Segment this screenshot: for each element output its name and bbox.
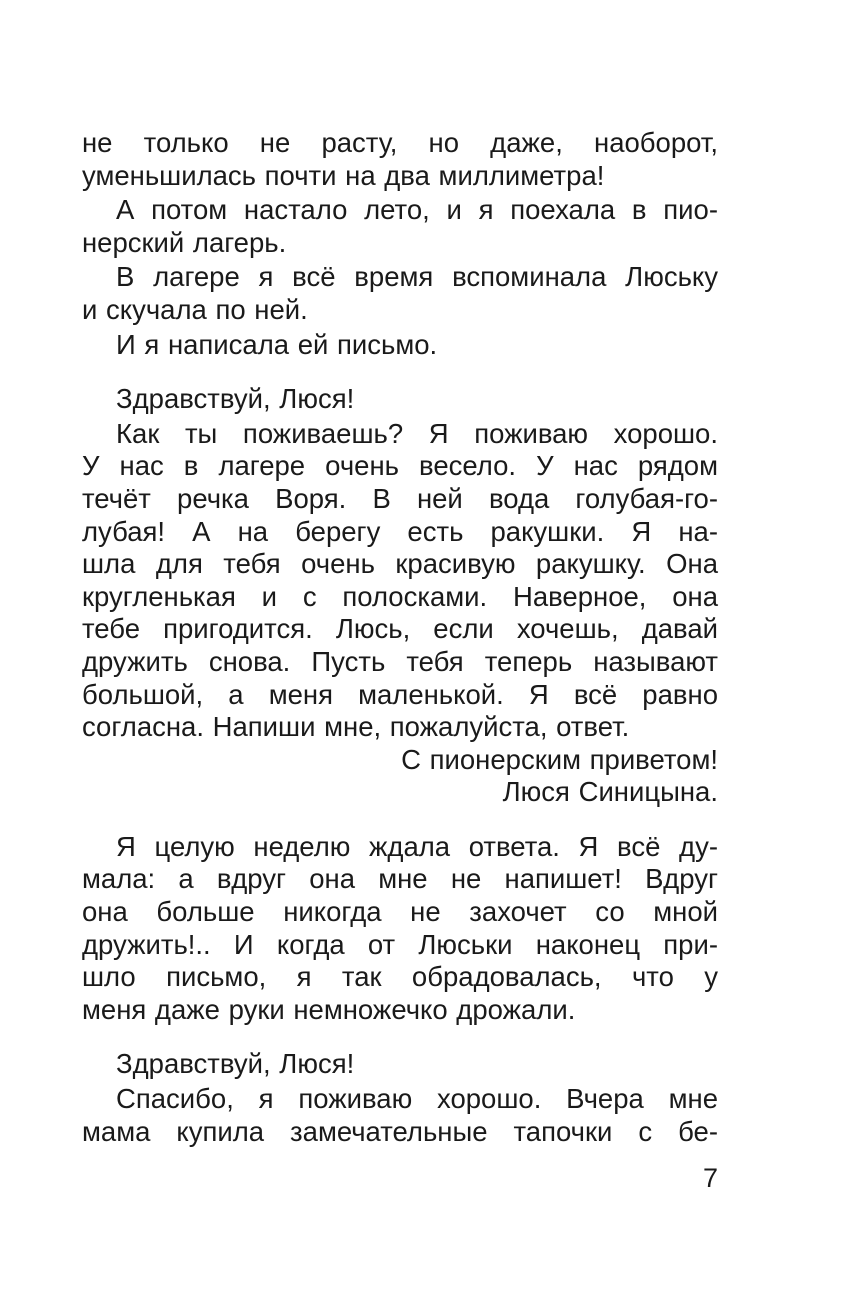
text-line: В лагере я всё время вспоминала Люську bbox=[116, 261, 718, 293]
paragraph-4 bbox=[82, 329, 718, 362]
text-line: шла для тебя очень красивую ракушку. Она bbox=[82, 548, 718, 580]
text-line: мала: а вдруг она мне не напишет! Вдруг bbox=[82, 863, 718, 895]
page-number: 7 bbox=[702, 1163, 718, 1193]
paragraph-3 bbox=[82, 261, 718, 326]
letter-2 bbox=[82, 1048, 718, 1148]
text-line: мама купила замечательные тапочки с бе- bbox=[82, 1115, 718, 1147]
text-line: лубая! А на берегу есть ракушки. Я на- bbox=[82, 515, 718, 547]
letter-signature: Люся Синицына. bbox=[502, 776, 718, 808]
text-line: уменьшилась почти на два миллиметра! bbox=[82, 159, 605, 191]
text-line: кругленькая и с полосками. Наверное, она bbox=[82, 580, 718, 612]
letter-1 bbox=[82, 383, 718, 809]
text-line: большой, а меня маленькой. Я всё равно bbox=[82, 678, 718, 710]
text-line: течёт речка Воря. В ней вода голубая-го- bbox=[82, 482, 718, 514]
text-line: И я написала ей письмо. bbox=[116, 328, 438, 360]
text-line: меня даже руки немножечко дрожали. bbox=[82, 993, 576, 1025]
text-line: дружить!.. И когда от Люськи наконец при- bbox=[82, 928, 718, 960]
text-line: дружить снова. Пусть тебя теперь называют bbox=[82, 645, 718, 677]
text-line: У нас в лагере очень весело. У нас рядом bbox=[82, 450, 718, 482]
page-text bbox=[82, 127, 718, 1148]
text-line: она больше никогда не захочет со мной bbox=[82, 896, 718, 928]
letter-greeting: Здравствуй, Люся! bbox=[116, 383, 355, 415]
paragraph-2 bbox=[82, 194, 718, 259]
text-line: Как ты поживаешь? Я поживаю хорошо. bbox=[116, 417, 718, 449]
text-line: Я целую неделю ждала ответа. Я всё ду- bbox=[116, 830, 718, 862]
text-line: не только не расту, но даже, наоборот, bbox=[82, 127, 718, 158]
paragraph-1 bbox=[82, 127, 718, 192]
text-line: согласна. Напиши мне, пожалуйста, ответ. bbox=[82, 711, 630, 743]
text-line: нерский лагерь. bbox=[82, 226, 287, 258]
text-line: А потом настало лето, и я поехала в пио- bbox=[116, 194, 718, 226]
paragraph-5 bbox=[82, 831, 718, 1027]
text-line: Спасибо, я поживаю хорошо. Вчера мне bbox=[116, 1083, 718, 1115]
text-line: и скучала по ней. bbox=[82, 293, 308, 325]
letter-greeting: Здравствуй, Люся! bbox=[116, 1048, 355, 1080]
letter-closing: С пионерским приветом! bbox=[401, 743, 718, 775]
text-line: тебе пригодится. Люсь, если хочешь, давай bbox=[82, 613, 718, 645]
text-line: шло письмо, я так обрадовалась, что у bbox=[82, 961, 718, 993]
